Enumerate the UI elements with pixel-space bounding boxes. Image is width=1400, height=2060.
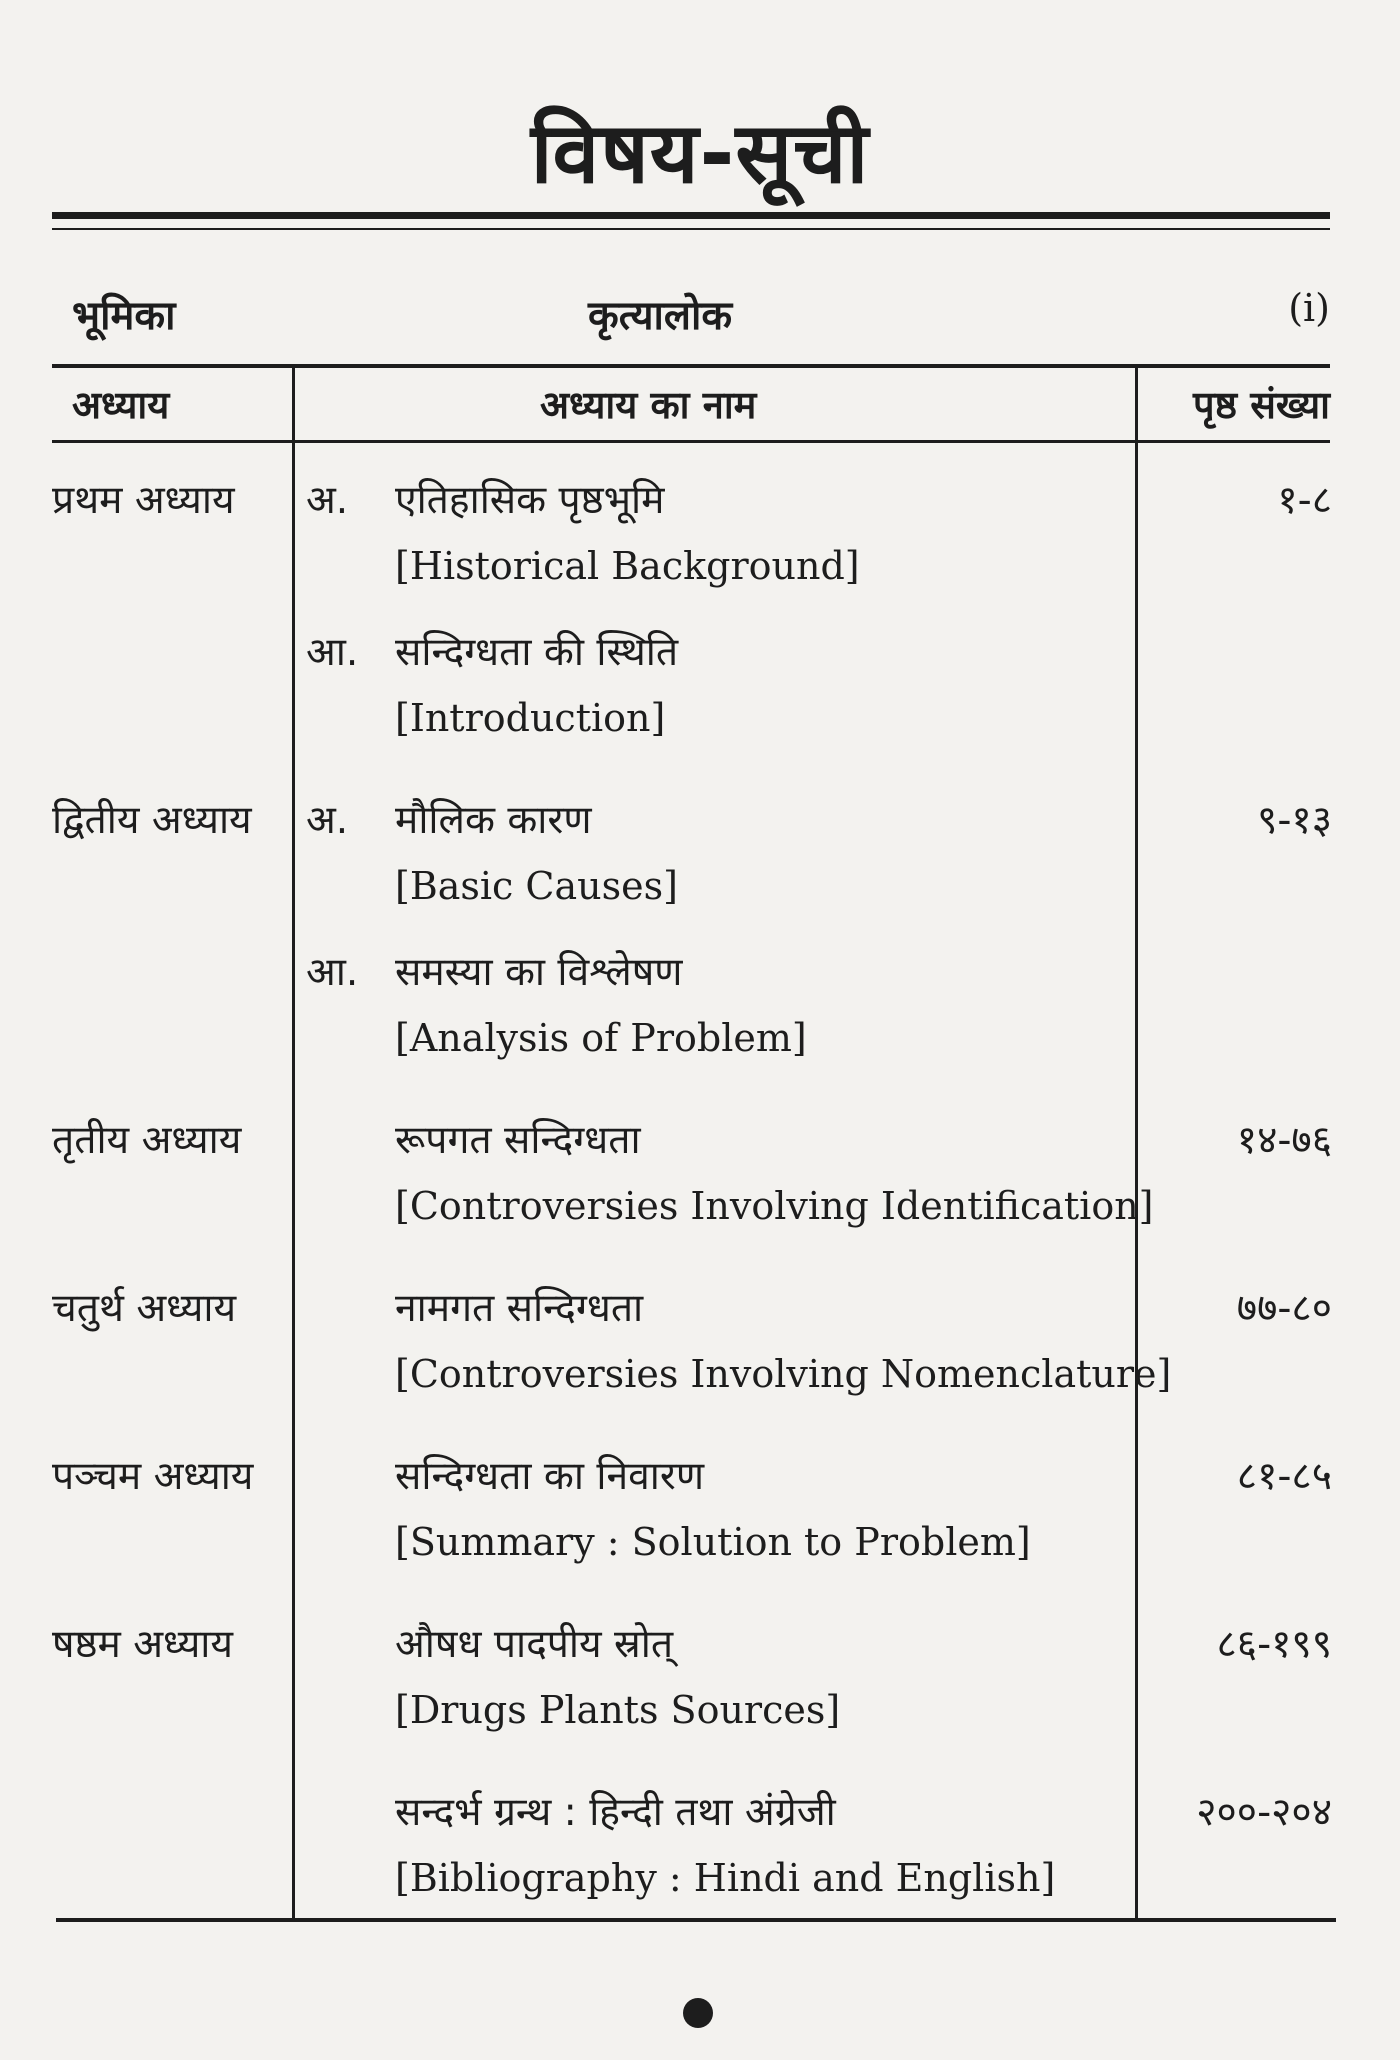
chapter-label: चतुर्थ अध्याय	[52, 1286, 237, 1331]
chapter-title-english: [Controversies Involving Nomenclature]	[395, 1352, 1172, 1396]
chapter-title-hindi: सन्दिग्धता का निवारण	[395, 1454, 705, 1499]
chapter-title-english: [Analysis of Problem]	[395, 1016, 807, 1060]
chapter-title-hindi: एतिहासिक पृष्ठभूमि	[395, 478, 665, 523]
page-range: १४-७६	[1236, 1118, 1332, 1163]
section-marker: अ.	[306, 478, 349, 523]
chapter-label: प्रथम अध्याय	[52, 478, 235, 523]
page-range: ८१-८५	[1236, 1454, 1332, 1499]
section-marker: आ.	[306, 630, 359, 675]
title-rule-thick	[52, 212, 1330, 219]
header-top-rule	[52, 364, 1330, 368]
page-range: १-८	[1277, 478, 1332, 523]
chapter-title-hindi: समस्या का विश्लेषण	[395, 950, 683, 995]
page-range: ७७-८०	[1236, 1286, 1332, 1331]
header-chapter: अध्याय	[72, 383, 170, 427]
chapter-title-english: [Basic Causes]	[395, 864, 678, 908]
chapter-label: षष्ठम अध्याय	[52, 1622, 234, 1667]
chapter-title-english: [Controversies Involving Identification]	[395, 1184, 1154, 1228]
header-bottom-rule	[52, 440, 1330, 443]
chapter-title-hindi: मौलिक कारण	[395, 798, 592, 843]
chapter-title-hindi: रूपगत सन्दिग्धता	[395, 1118, 641, 1163]
header-page-number: पृष्ठ संख्या	[1193, 383, 1330, 427]
title-rule-thin	[52, 228, 1330, 230]
chapter-title-hindi: सन्दिग्धता की स्थिति	[395, 630, 679, 675]
chapter-title-hindi: सन्दर्भ ग्रन्थ : हिन्दी तथा अंग्रेजी	[395, 1790, 836, 1835]
page-range: २००-२०४	[1196, 1790, 1332, 1835]
chapter-title-hindi: औषध पादपीय स्रोत्	[395, 1622, 674, 1667]
chapter-label: पञ्चम अध्याय	[52, 1454, 254, 1499]
column-divider-right	[1135, 366, 1138, 1919]
section-marker: आ.	[306, 950, 359, 995]
chapter-title-english: [Bibliography : Hindi and English]	[395, 1856, 1056, 1900]
intro-label: भूमिका	[72, 293, 176, 339]
page-range: ८६-१९९	[1216, 1622, 1332, 1667]
page-dot-ornament	[683, 1998, 713, 2028]
chapter-title-english: [Summary : Solution to Problem]	[395, 1520, 1031, 1564]
chapter-title-english: [Introduction]	[395, 696, 666, 740]
page-range: ९-१३	[1257, 798, 1332, 843]
chapter-label: तृतीय अध्याय	[52, 1118, 242, 1163]
intro-page: (i)	[1288, 286, 1330, 330]
section-marker: अ.	[306, 798, 349, 843]
column-divider-left	[292, 366, 295, 1919]
table-bottom-rule	[56, 1918, 1336, 1922]
chapter-title-hindi: नामगत सन्दिग्धता	[395, 1286, 644, 1331]
chapter-label: द्वितीय अध्याय	[52, 798, 252, 843]
intro-name: कृत्यालोक	[588, 293, 733, 339]
chapter-title-english: [Drugs Plants Sources]	[395, 1688, 841, 1732]
chapter-title-english: [Historical Background]	[395, 544, 860, 588]
page-title: विषय-सूची	[530, 104, 870, 202]
header-chapter-name: अध्याय का नाम	[540, 383, 757, 427]
